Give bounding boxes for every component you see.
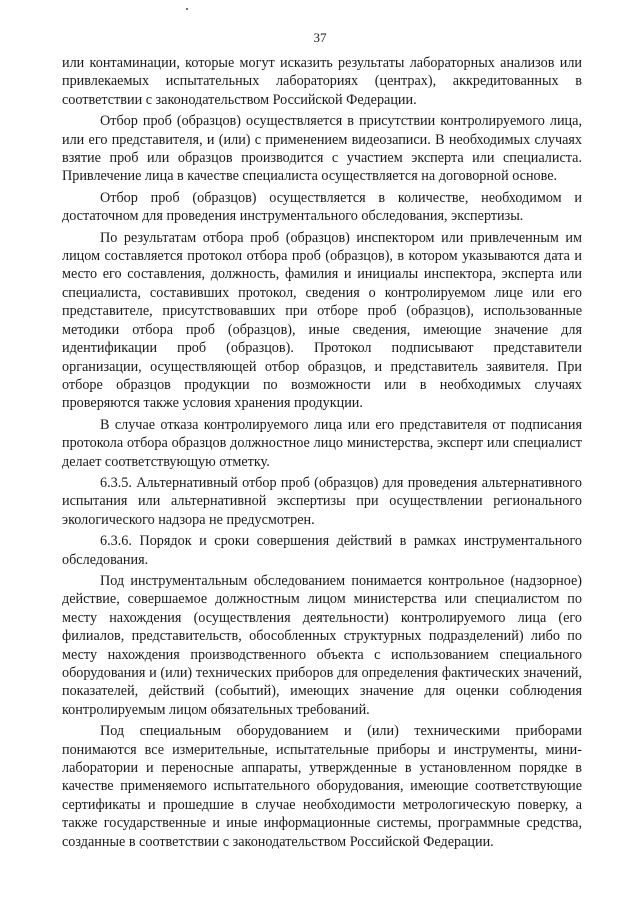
paragraph-contamination-continuation: или контаминации, которые могут исказить результаты лабораторных анализов или привлекаемых испытательных лабораториях (центрах), аккредитованных в соответствии с законодательством Российской Федерации. <box>62 55 582 108</box>
body-text <box>62 54 582 851</box>
paragraph-sampling-quantity: Отбор проб (образцов) осуществляется в количестве, необходимом и достаточном для проведения инструментального обследования, экспертизы. <box>62 189 582 225</box>
paragraph-special-equipment-definition: Под специальным оборудованием и (или) техническими приборами понимаются все измерительные, испытательные приборы и инструменты, мини-лаборатории и переносные аппараты, утвержденные в установленном порядке в качестве применяемого испытательного оборудования, имеющие соответствующие сертификаты и прошедшие в случае необходимости метрологическую поверку, а также государственные и иные информационные системы, программные средства, созданные в соответствии с законодательством Российской Федерации. <box>62 723 582 850</box>
page-number: 37 <box>313 30 327 45</box>
scan-speck <box>186 8 188 10</box>
paragraph-refusal-to-sign: В случае отказа контролируемого лица или его представителя от подписания протокола отбора образцов должностное лицо министерства, эксперт или специалист делает соответствующую отметку. <box>62 416 582 470</box>
clause-6-3-5: 6.3.5. Альтернативный отбор проб (образцов) для проведения альтернативного испытания или альтернативной экспертизы при осуществлении регионального экологического надзора не предусмотрен. <box>62 474 582 528</box>
paragraph-instrumental-inspection-definition: Под инструментальным обследованием понимается контрольное (надзорное) действие, совершаемое должностным лицом министерства или специалистом по месту нахождения (осуществления деятельности) контролируемого лица (его филиалов, представительств, обособленных структурных подразделений) либо по месту нахождения производственного объекта с использованием специального оборудования и (или) технических приборов для определения фактических значений, показателей, действий (событий), имеющих значение для оценки соблюдения контролируемым лицом обязательных требований. <box>62 572 582 718</box>
paragraph-sampling-protocol: По результатам отбора проб (образцов) инспектором или привлеченным им лицом составляется протокол отбора проб (образцов), в котором указываются дата и место его составления, должность, фамилия и инициалы инспектора, эксперта или специалиста, составивших протокол, сведения о контролируемом лице или его представителе, присутствовавших при отборе проб (образцов), использованные методики отбора проб (образцов), иные сведения, имеющие значение для идентификации проб (образцов). Протокол подписывают представители организации, осуществляющей отбор образцов, и представитель заявителя. При отборе образцов продукции по возможности или в необходимых случаях проверяются также условия хранения продукции. <box>62 229 582 412</box>
paragraph-sampling-presence: Отбор проб (образцов) осуществляется в присутствии контролируемого лица, или его представителя, и (или) с применением видеозаписи. В необходимых случаях взятие проб или образцов производится с участием эксперта или специалиста. Привлечение лица в качестве специалиста осуществляется на договорной основе. <box>62 113 582 185</box>
clause-6-3-6-heading: 6.3.6. Порядок и сроки совершения действий в рамках инструментального обследования. <box>62 533 582 568</box>
